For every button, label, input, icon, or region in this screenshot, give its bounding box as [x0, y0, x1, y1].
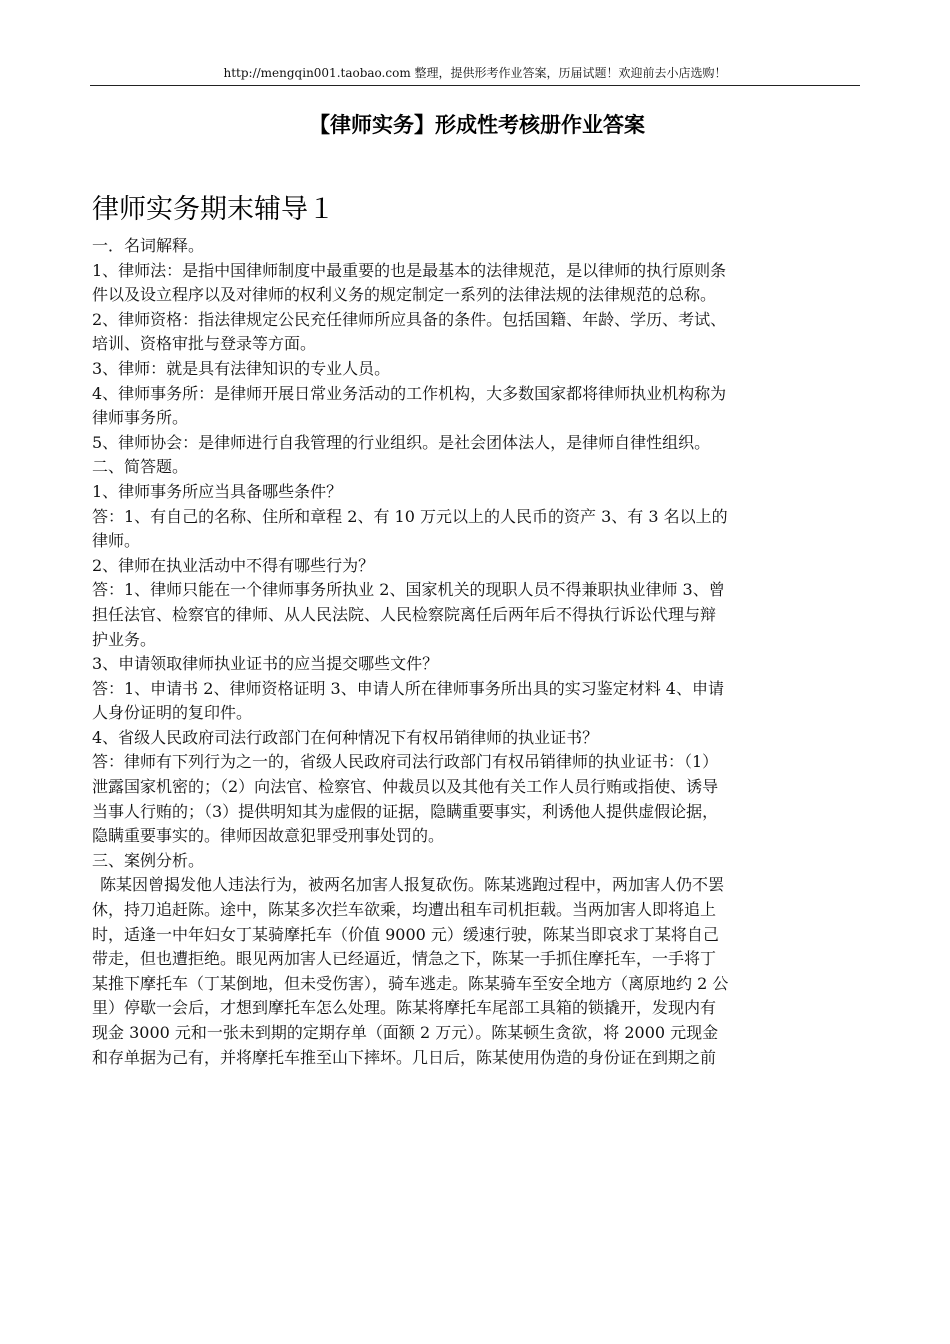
- heading-definitions: 一．名词解释。: [92, 236, 205, 255]
- heading-short-answer: 二、简答题。: [92, 457, 189, 477]
- paragraph: 4、律师事务所：是律师开展日常业务活动的工作机构，大多数国家都将律师执业机构称为律师事务所。: [92, 383, 727, 428]
- question: 2、律师在执业活动中不得有哪些行为？: [92, 555, 375, 575]
- answer: 答：1、律师只能在一个律师事务所执业 2、国家机关的现职人员不得兼职执业律师 3、曾担任法官、检察官的律师、从人民法院、人民检察院离任后两年后不得执行诉讼代理与辩护业务。: [92, 580, 725, 649]
- heading-case-analysis: 三、案例分析。: [92, 850, 205, 870]
- case-paragraph: 陈某因曾揭发他人违法行为，被两名加害人报复砍伤。陈某逃跑过程中，两加害人仍不罢休，持刀追赶陈。途中，陈某多次拦车欲乘，均遭出租车司机拒载。当两加害人即将追上时，适逢一中年妇女丁某骑摩托车（价值 9000 元）缓速行驶，陈某当即哀求丁某将自己带走，但也遭拒绝。眼见两加害人已经逼近，情急之下，陈某一手抓住摩托车，一手将丁某推下摩托车（丁某倒地，但未受伤害），骑车逃走。陈某骑车至安全地方（离原地约 2 公里）停歇一会后，才想到摩托车怎么处理。陈某将摩托车尾部工具箱的锁撬开，发现内有现金 3000 元和一张未到期的定期存单（面额 2 万元）。陈某顿生贪欲，将 2000 元现金和存单据为己有，并将摩托车推至山下摔坏。几日后，陈某使用伪造的身份证在到期之前: [92, 875, 729, 1067]
- paragraph: 3、律师：就是具有法律知识的专业人员。: [92, 358, 391, 378]
- question: 3、申请领取律师执业证书的应当提交哪些文件？: [92, 654, 439, 674]
- page-header: http://mengqin001.taobao.com 整理，提供形考作业答案，历届试题！欢迎前去小店选购！: [223, 66, 727, 80]
- document-body: [92, 234, 730, 1070]
- header-divider: [90, 85, 860, 86]
- question: 4、省级人民政府司法行政部门在何种情况下有权吊销律师的执业证书？: [92, 727, 599, 747]
- answer: 答：律师有下列行为之一的，省级人民政府司法行政部门有权吊销律师的执业证书：（1）泄露国家机密的；（2）向法官、检察官、仲裁员以及其他有关工作人员行贿或指使、诱导当事人行贿的；（3）提供明知其为虚假的证据，隐瞒重要事实，利诱他人提供虚假论据，隐瞒重要事实的。律师因故意犯罪受刑事处罚的。: [92, 752, 719, 846]
- section-heading: 律师实务期末辅导１: [92, 194, 335, 225]
- paragraph: 2、律师资格：指法律规定公民充任律师所应具备的条件。包括国籍、年龄、学历、考试、培训、资格审批与登录等方面。: [92, 309, 727, 354]
- paragraph: 1、律师法：是指中国律师制度中最重要的也是最基本的法律规范，是以律师的执行原则条件以及设立程序以及对律师的权利义务的规定制定一系列的法律法规的法律规范的总称。: [92, 260, 727, 305]
- answer: 答：1、申请书 2、律师资格证明 3、申请人所在律师事务所出具的实习鉴定材料 4、申请人身份证明的复印件。: [92, 678, 724, 723]
- question: 1、律师事务所应当具备哪些条件？: [92, 481, 343, 501]
- document-title: 【律师实务】形成性考核册作业答案: [309, 113, 645, 137]
- answer: 答：1、有自己的名称、住所和章程 2、有 10 万元以上的人民币的资产 3、有 3 名以上的律师。: [92, 506, 728, 551]
- paragraph: 5、律师协会：是律师进行自我管理的行业组织。是社会团体法人，是律师自律性组织。: [92, 432, 711, 452]
